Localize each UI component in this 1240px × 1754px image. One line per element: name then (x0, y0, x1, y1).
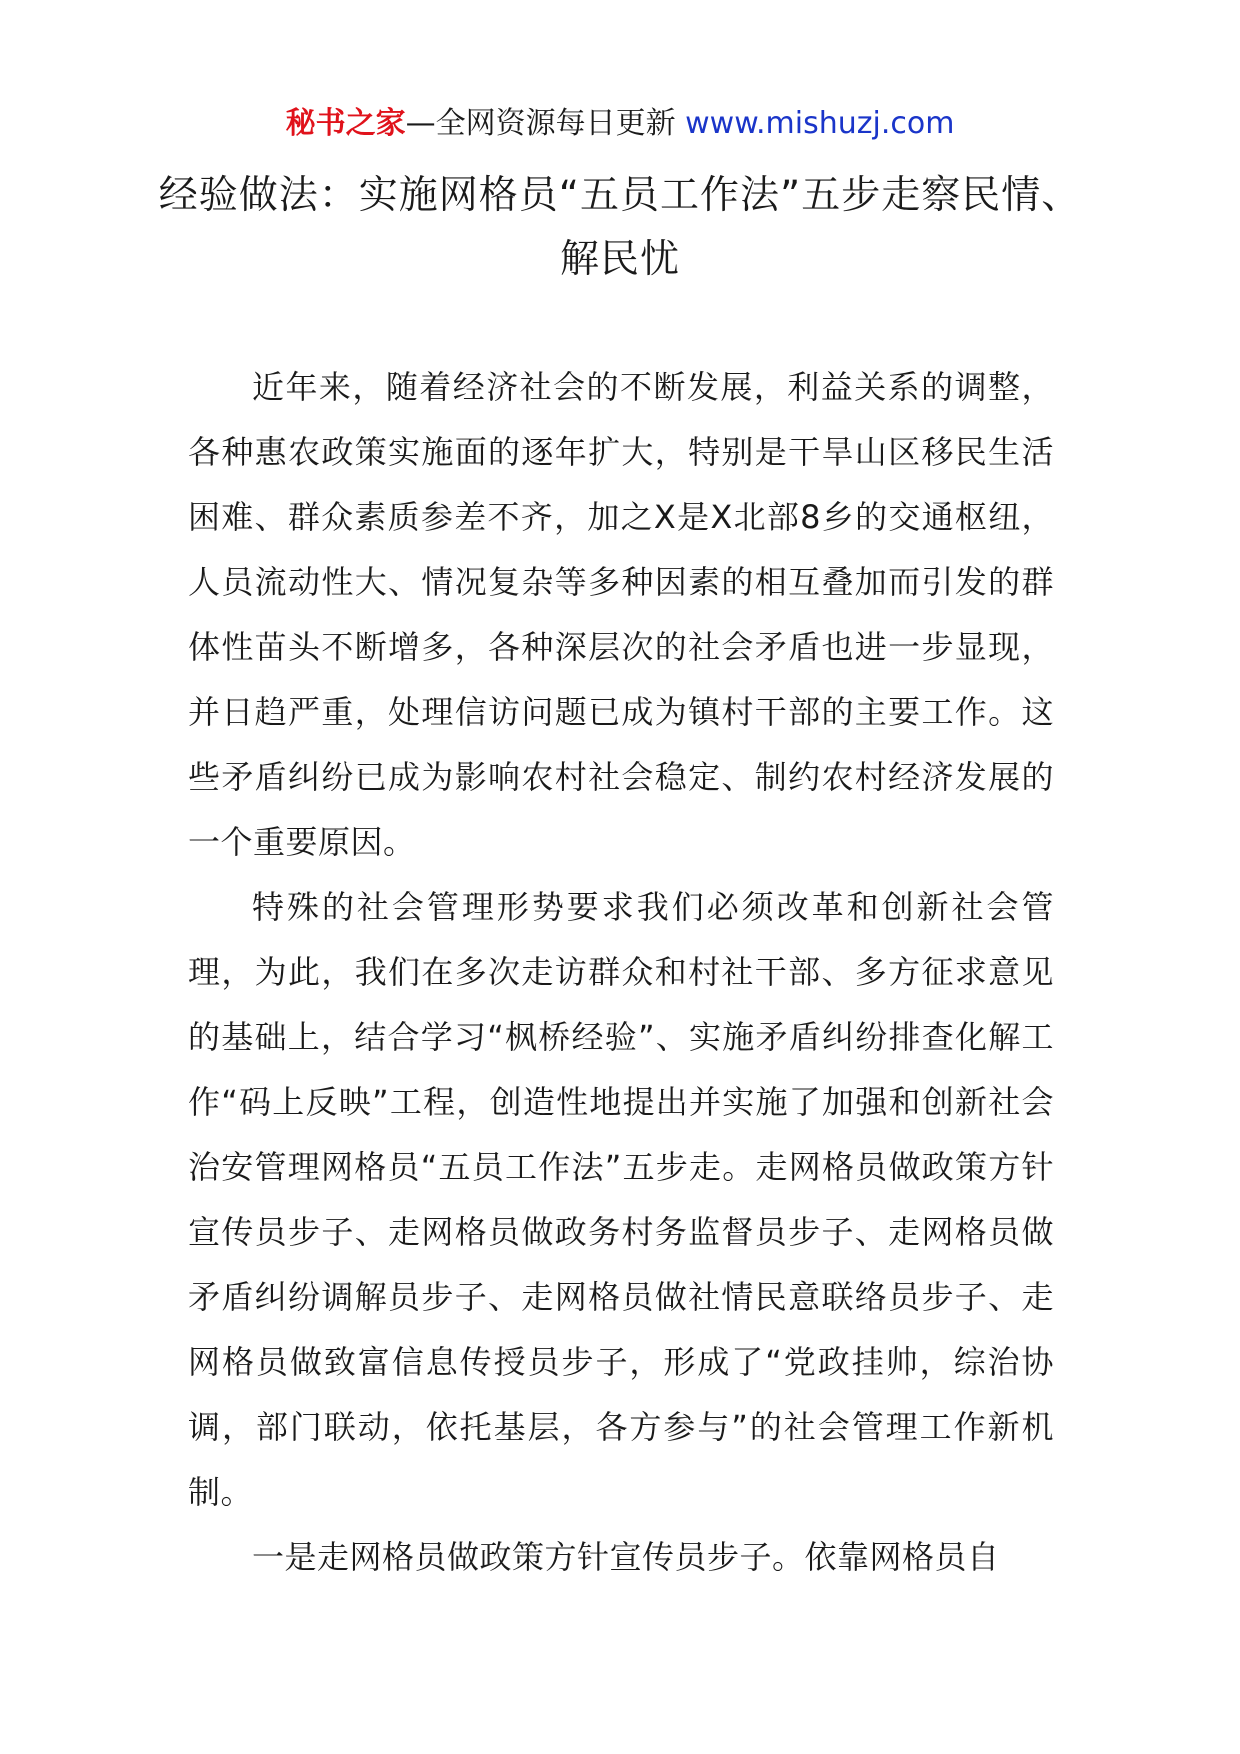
site-url-link[interactable]: www.mishuzj.com (685, 106, 955, 141)
document-body (188, 355, 1054, 1590)
paragraph-method: 特殊的社会管理形势要求我们必须改革和创新社会管理，为此，我们在多次走访群众和村社干部、多方征求意见的基础上，结合学习“枫桥经验”、实施矛盾纠纷排查化解工作“码上反映”工程，创造性地提出并实施了加强和创新社会治安管理网格员“五员工作法”五步走。走网格员做政策方针宣传员步子、走网格员做政务村务监督员步子、走网格员做矛盾纠纷调解员步子、走网格员做社情民意联络员步子、走网格员做致富信息传授员步子，形成了“党政挂帅，综治协调，部门联动，依托基层，各方参与”的社会管理工作新机制。 (188, 888, 1054, 1511)
document-title: 经验做法：实施网格员“五员工作法”五步走察民情、解民忧 (158, 173, 1082, 282)
site-brand: 秘书之家 (285, 106, 406, 141)
paragraph-step-one: 一是走网格员做政策方针宣传员步子。依靠网格员自 (252, 1538, 1000, 1576)
site-header (0, 102, 1240, 146)
paragraph-intro: 近年来，随着经济社会的不断发展，利益关系的调整，各种惠农政策实施面的逐年扩大，特别是干旱山区移民生活困难、群众素质参差不齐，加之X是X北部8乡的交通枢纽，人员流动性大、情况复杂等多种因素的相互叠加而引发的群体性苗头不断增多，各种深层次的社会矛盾也进一步显现，并日趋严重，处理信访问题已成为镇村干部的主要工作。这些矛盾纠纷已成为影响农村社会稳定、制约农村经济发展的一个重要原因。 (188, 368, 1054, 861)
site-tagline: —全网资源每日更新 (405, 106, 676, 141)
